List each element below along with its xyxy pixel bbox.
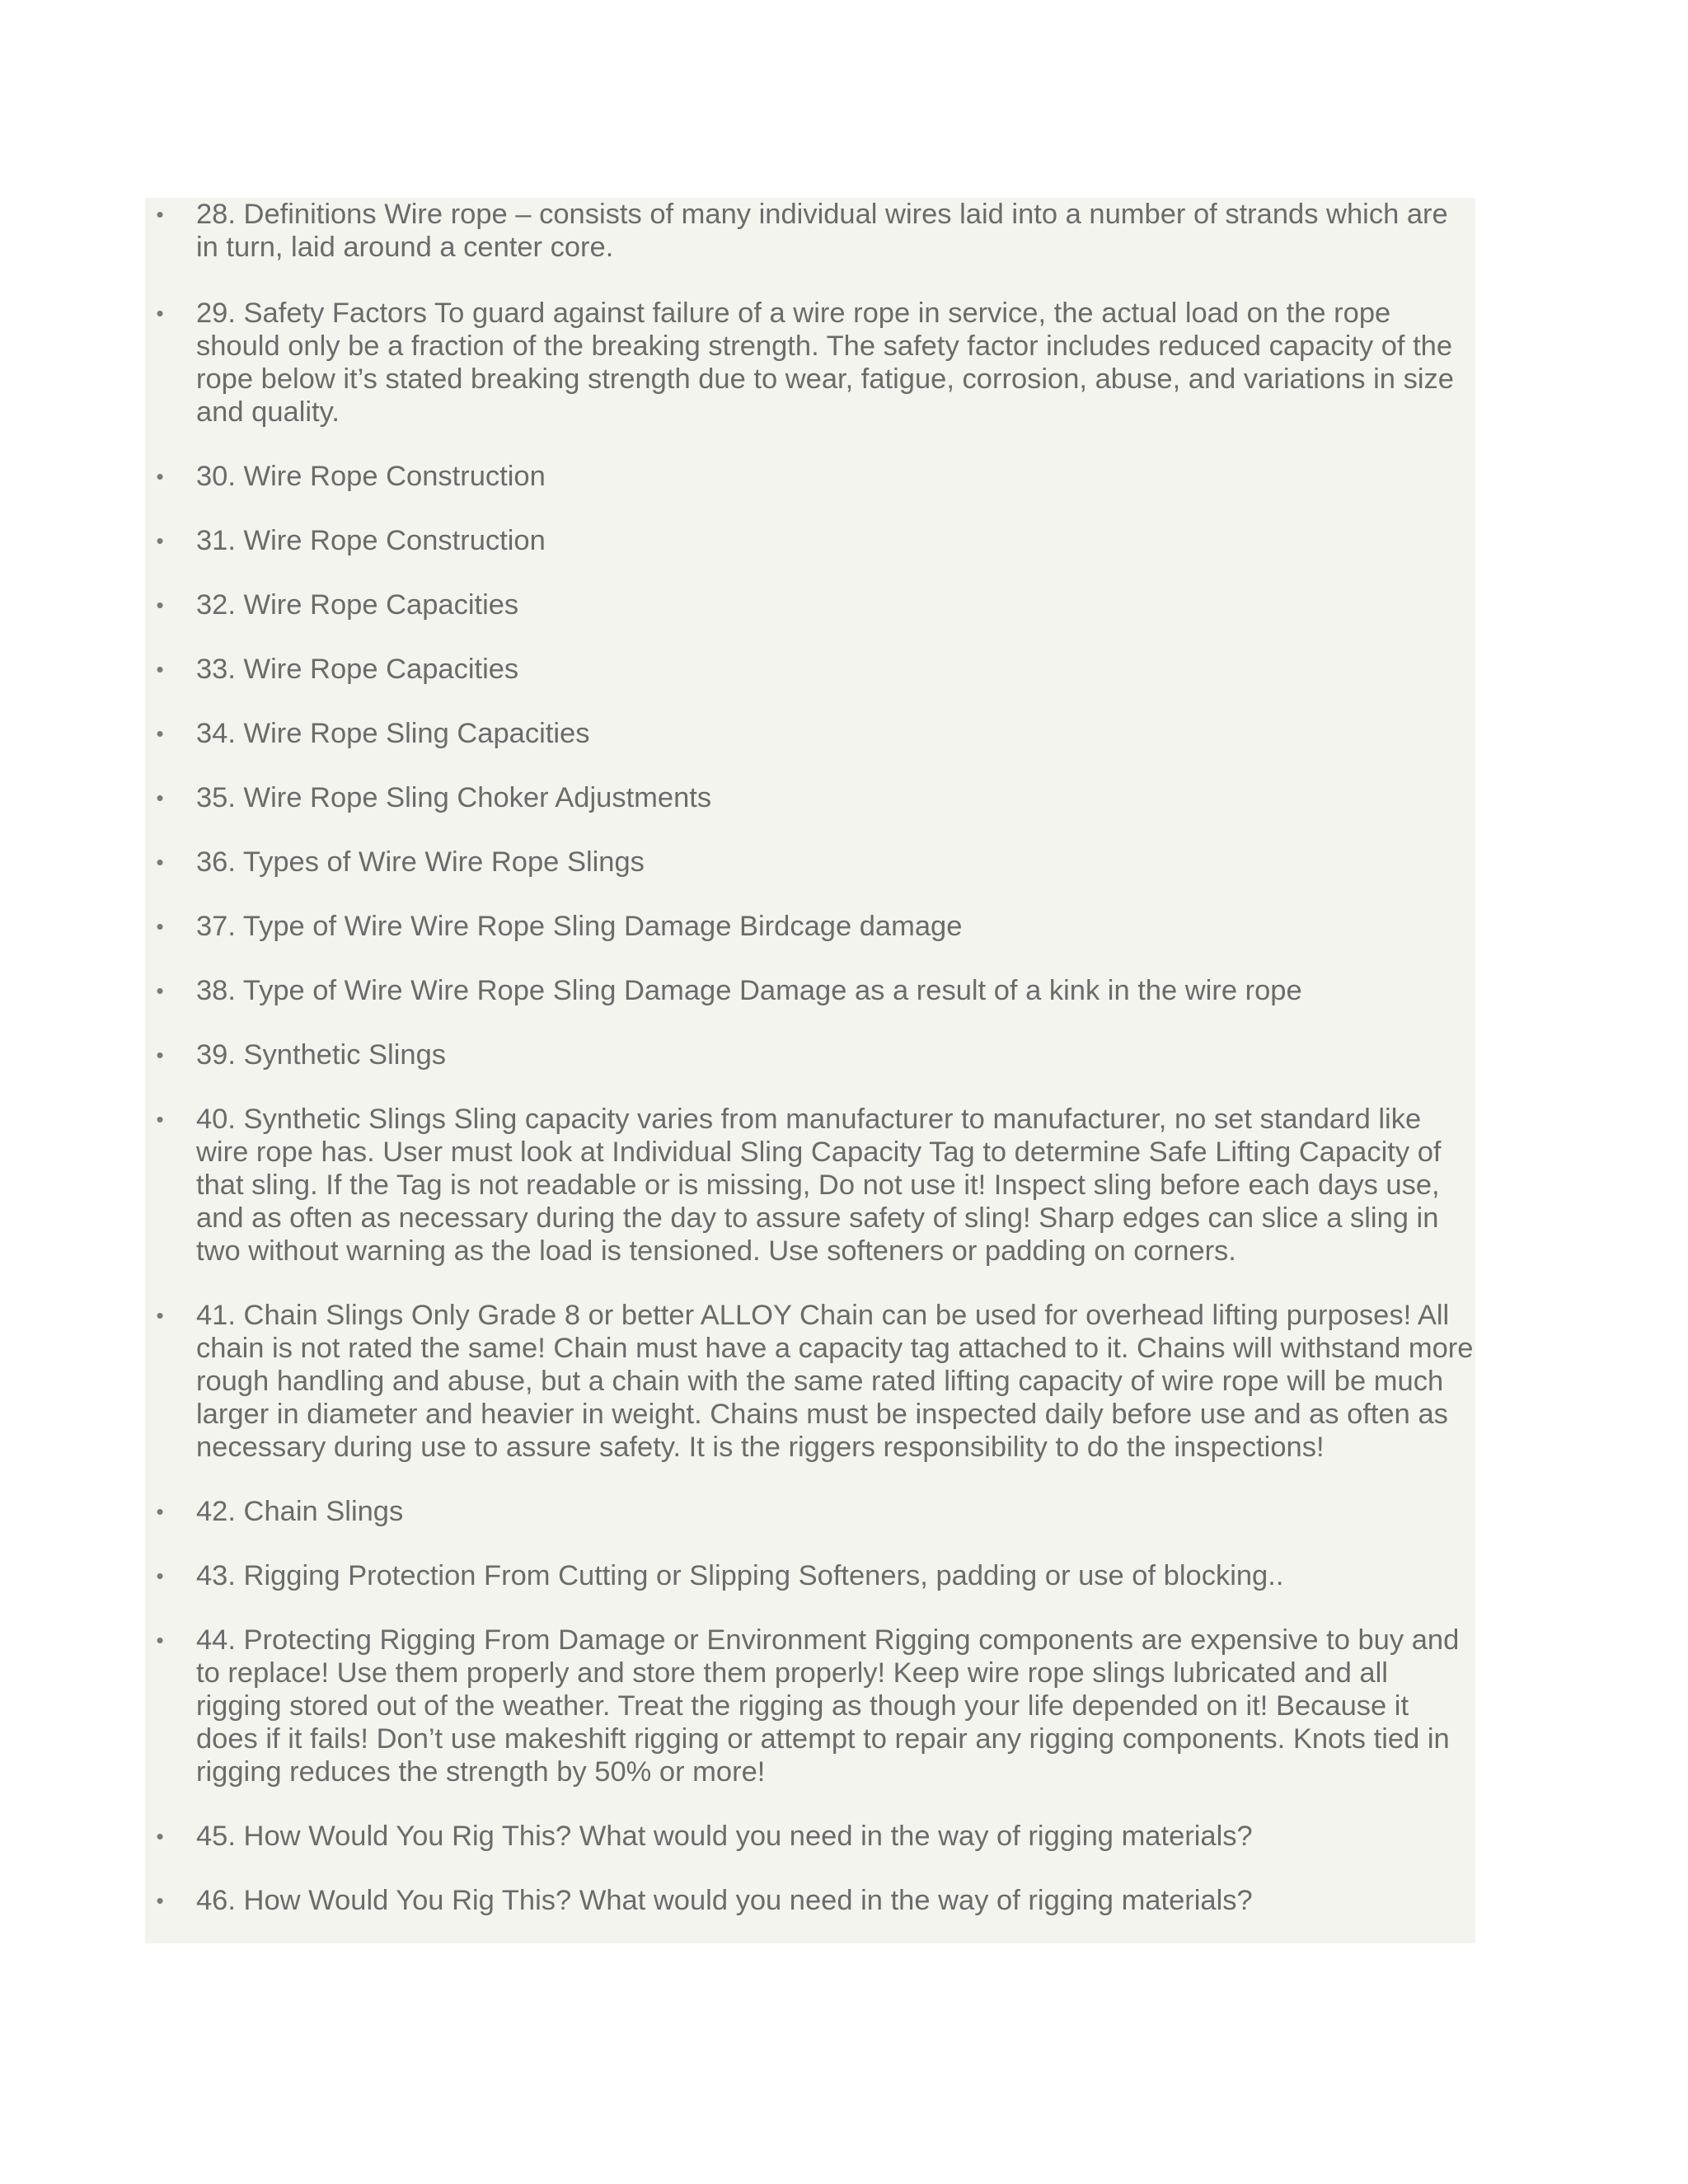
- list-item-text: 45. How Would You Rig This? What would you need in the way of rigging materials?: [196, 1821, 1253, 1852]
- bullet-dot: •: [156, 1303, 164, 1328]
- bullet-dot: •: [156, 1888, 164, 1913]
- bullet-dot: •: [156, 528, 164, 553]
- list-item: [145, 974, 1475, 1007]
- list-item: [145, 1299, 1475, 1464]
- list-item-text: 38. Type of Wire Wire Rope Sling Damage Damage as a result of a kink in the wire rope: [196, 975, 1302, 1006]
- list-item-text: 31. Wire Rope Construction: [196, 525, 546, 556]
- list-item-text: 35. Wire Rope Sling Choker Adjustments: [196, 782, 712, 813]
- list-item: [145, 1559, 1475, 1592]
- bullet-dot: •: [156, 301, 164, 326]
- list-item-text: 39. Synthetic Slings: [196, 1039, 447, 1071]
- list-item-text: 36. Types of Wire Wire Rope Slings: [196, 846, 645, 878]
- list-item: [145, 1884, 1475, 1917]
- bullet-dot: •: [156, 657, 164, 682]
- list-item: [145, 653, 1475, 686]
- list-item-text: 44. Protecting Rigging From Damage or Environment Rigging components are expensive to buy and to replace! Use them properly and store them properly! Keep wire rope slings lubricated and all rigging stored out of the weather. Treat the rigging as though your life depended on it! Because it does if it fails! Don’t use makeshift rigging or attempt to repair any rigging components. Knots tied in rigging reduces the strength by 50% or more!: [196, 1624, 1460, 1788]
- bullet-dot: •: [156, 721, 164, 746]
- bullet-dot: •: [156, 850, 164, 874]
- bullet-dot: •: [156, 593, 164, 617]
- bullet-dot: •: [156, 1043, 164, 1067]
- list-item: [145, 460, 1475, 493]
- list-item: [145, 588, 1475, 621]
- list-item-text: 41. Chain Slings Only Grade 8 or better ALLOY Chain can be used for overhead lifting purposes! All chain is not rated the same! Chain must have a capacity tag attached to it. Chains will withstand more rough handling and abuse, but a chain with the same rated lifting capacity of wire rope will be much larger in diameter and heavier in weight. Chains must be inspected daily before use and as often as necessary during use to assure safety. It is the riggers responsibility to do the inspections!: [196, 1300, 1474, 1463]
- list-item-text: 42. Chain Slings: [196, 1496, 404, 1527]
- bullet-dot: •: [156, 464, 164, 489]
- list-item: [145, 717, 1475, 750]
- bullet-dot: •: [156, 1628, 164, 1652]
- list-item: [145, 846, 1475, 879]
- list-item: [145, 1495, 1475, 1528]
- list-item: [145, 297, 1475, 429]
- content-block: [145, 198, 1475, 1943]
- bullet-dot: •: [156, 1107, 164, 1132]
- list-item: [145, 1103, 1475, 1268]
- list-item: [145, 1624, 1475, 1788]
- bullet-dot: •: [156, 1563, 164, 1588]
- list-item: [145, 910, 1475, 943]
- bullet-dot: •: [156, 785, 164, 810]
- list-item-text: 43. Rigging Protection From Cutting or Slipping Softeners, padding or use of blocking..: [196, 1560, 1284, 1591]
- list-item: [145, 1038, 1475, 1071]
- list-item-text: 46. How Would You Rig This? What would you need in the way of rigging materials?: [196, 1885, 1253, 1916]
- list-item-text: 34. Wire Rope Sling Capacities: [196, 718, 590, 749]
- bullet-dot: •: [156, 1824, 164, 1849]
- bullet-dot: •: [156, 202, 164, 227]
- bullet-dot: •: [156, 978, 164, 1003]
- bullet-dot: •: [156, 914, 164, 939]
- list-item: [145, 1820, 1475, 1853]
- list-item-text: 28. Definitions Wire rope – consists of many individual wires laid into a number of strands which are in turn, laid around a center core.: [196, 199, 1448, 263]
- list-item-text: 40. Synthetic Slings Sling capacity varies from manufacturer to manufacturer, no set standard like wire rope has. User must look at Individual Sling Capacity Tag to determine Safe Lifting Capacity of that sling. If the Tag is not readable or is missing, Do not use it! Inspect sling before each days use, and as often as necessary during the day to assure safety of sling! Sharp edges can slice a sling in two without warning as the load is tensioned. Use softeners or padding on corners.: [196, 1104, 1442, 1267]
- list-item: [145, 781, 1475, 814]
- list-item-text: 30. Wire Rope Construction: [196, 461, 546, 492]
- list-item-text: 32. Wire Rope Capacities: [196, 589, 519, 621]
- list-item-text: 37. Type of Wire Wire Rope Sling Damage Birdcage damage: [196, 911, 963, 942]
- bullet-dot: •: [156, 1499, 164, 1524]
- list-item: [145, 198, 1475, 264]
- list-item-text: 33. Wire Rope Capacities: [196, 654, 519, 685]
- list-item: [145, 524, 1475, 557]
- list-item-text: 29. Safety Factors To guard against failure of a wire rope in service, the actual load on the rope should only be a fraction of the breaking strength. The safety factor includes reduced capacity of the rope below it’s stated breaking strength due to wear, fatigue, corrosion, abuse, and variations in size and quality.: [196, 298, 1454, 428]
